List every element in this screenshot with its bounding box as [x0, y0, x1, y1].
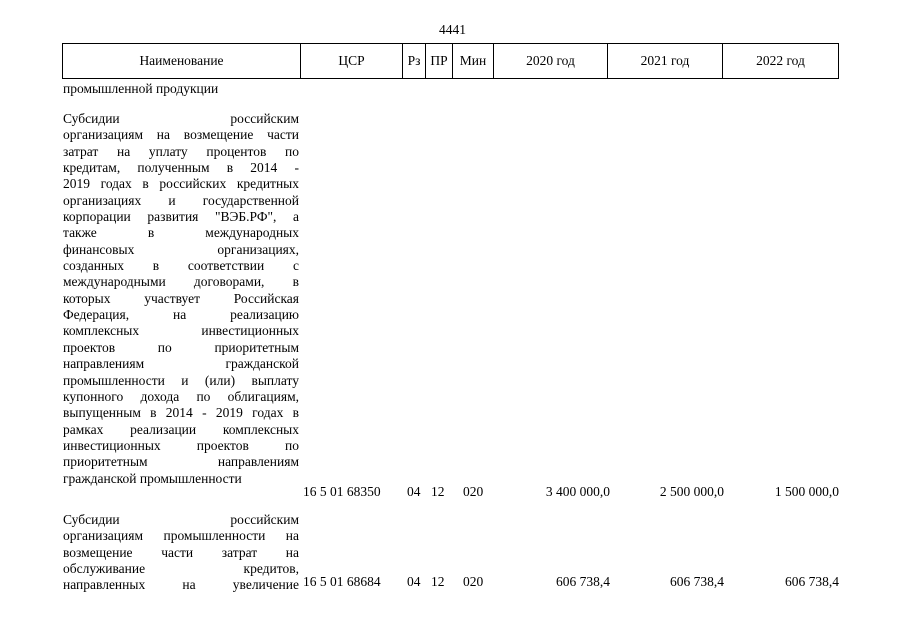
row-name-line: кредитам, полученным в 2014 - — [63, 160, 299, 176]
header-min: Мин — [453, 44, 494, 79]
row-value-2021: 2 500 000,0 — [659, 484, 724, 499]
row-name-line: направленных на увеличение — [63, 577, 299, 593]
row-name-line: Субсидии российским — [63, 512, 299, 527]
continuation-text: промышленной продукции — [63, 81, 219, 96]
row-name-line: Федерация, на реализацию — [63, 307, 299, 323]
row-name-line: затрат на уплату процентов по — [63, 143, 299, 159]
row-name-line: Субсидии российским — [63, 111, 299, 126]
row-value-2020: 3 400 000,0 — [545, 484, 610, 499]
row-name-line: гражданской промышленности — [63, 470, 242, 486]
header-year-2020: 2020 год — [494, 44, 608, 79]
row-name-line: которых участвует Российская — [63, 290, 299, 306]
header-year-2022: 2022 год — [723, 44, 839, 79]
table-header — [62, 43, 839, 79]
row-min: 020 — [463, 574, 484, 589]
row-name-line: инвестиционных проектов по — [63, 437, 299, 453]
row-name-line: организациям промышленности на — [63, 528, 299, 544]
row-name-line: комплексных инвестиционных — [63, 323, 299, 339]
row-name-line: возмещение части затрат на — [63, 544, 299, 560]
row-name-line: рамках реализации комплексных — [63, 421, 299, 437]
row-name-line: организациях и государственной — [63, 192, 299, 208]
row-name — [63, 512, 299, 594]
row-name-line: 2019 годах в российских кредитных — [63, 176, 299, 192]
header-csr: ЦСР — [301, 44, 403, 79]
row-value-2020: 606 738,4 — [556, 574, 610, 589]
header-pr: ПР — [426, 44, 453, 79]
row-name-line: организациям на возмещение части — [63, 127, 299, 143]
row-name-line: приоритетным направлениям — [63, 454, 299, 470]
row-csr: 16 5 01 68350 — [303, 484, 381, 499]
row-rz: 04 — [407, 574, 421, 589]
row-pr: 12 — [431, 574, 445, 589]
row-name-line: финансовых организациях, — [63, 241, 299, 257]
header-year-2021: 2021 год — [608, 44, 723, 79]
header-name: Наименование — [63, 44, 301, 79]
row-name-line: также в международных — [63, 225, 299, 241]
row-name-line: промышленности и (или) выплату — [63, 372, 299, 388]
row-name-line: направлениям гражданской — [63, 356, 299, 372]
row-name-line: купонного дохода по облигациям, — [63, 388, 299, 404]
row-name — [63, 111, 299, 487]
row-name-line: проектов по приоритетным — [63, 339, 299, 355]
row-value-2021: 606 738,4 — [670, 574, 724, 589]
header-rz: Рз — [403, 44, 426, 79]
row-name-line: созданных в соответствии с — [63, 258, 299, 274]
row-value-2022: 1 500 000,0 — [774, 484, 839, 499]
row-value-2022: 606 738,4 — [785, 574, 839, 589]
row-name-line: обслуживание кредитов, — [63, 561, 299, 577]
row-name-line: выпущенным в 2014 - 2019 годах в — [63, 405, 299, 421]
row-name-line: международными договорами, в — [63, 274, 299, 290]
page-number: 4441 — [439, 22, 466, 37]
row-name-line: корпорации развития "ВЭБ.РФ", а — [63, 209, 299, 225]
row-rz: 04 — [407, 484, 421, 499]
row-min: 020 — [463, 484, 484, 499]
row-csr: 16 5 01 68684 — [303, 574, 381, 589]
row-pr: 12 — [431, 484, 445, 499]
